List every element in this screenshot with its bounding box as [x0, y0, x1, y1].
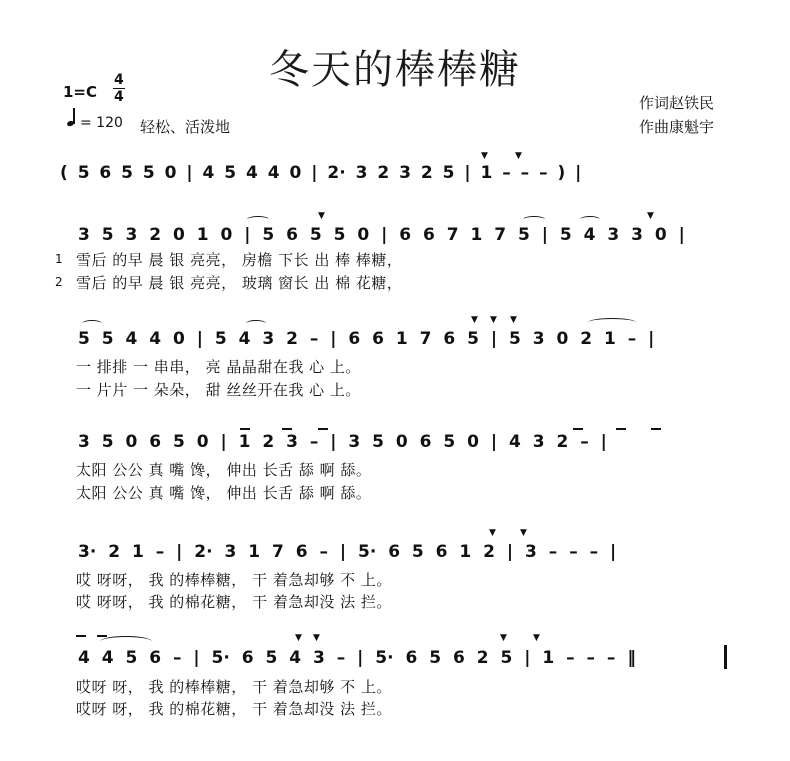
- staff-row-5-notes: 4 4 5 6 – | 5· 6 5 4 3 – | 5· 6 5 6 2 5 | 1 – – – ‖: [78, 648, 636, 668]
- octave-line: [76, 635, 86, 637]
- row-2-verse-2: 一 片片 一 朵朵， 甜 丝丝开在我 心 上。: [76, 381, 361, 399]
- row-5-verse-2: 哎呀 呀， 我 的棉花糖， 干 着急却没 法 拦。: [76, 700, 392, 718]
- tempo-marking: = 120: [80, 115, 123, 131]
- intro-notation: ( 5 6 5 5 0 | 4 5 4 4 0 | 2· 3 2 3 2 5 | 1 – – – ) |: [60, 163, 582, 183]
- octave-line: [573, 428, 583, 430]
- accent-mark: ▼: [318, 211, 325, 221]
- tie-mark: [588, 318, 636, 327]
- octave-line: [651, 428, 661, 430]
- accent-mark: ▼: [515, 151, 522, 161]
- tie-mark: [100, 636, 152, 647]
- verse-number-2: 2: [55, 275, 63, 289]
- row-4-verse-1: 哎 呀呀， 我 的棒棒糖， 干 着急却够 不 上。: [76, 571, 392, 589]
- staff-row-3-notes: 3 5 0 6 5 0 | 1 2 3 – | 3 5 0 6 5 0 | 4 3 2 – |: [78, 432, 607, 452]
- octave-line: [616, 428, 626, 430]
- accent-mark: ▼: [500, 633, 507, 643]
- row-1-verse-2: 雪后 的早 晨 银 亮亮， 玻璃 窗长 出 棉 花糖，: [76, 274, 403, 292]
- row-3-verse-1: 太阳 公公 真 嘴 馋， 伸出 长舌 舔 啊 舔。: [76, 461, 372, 479]
- accent-mark: ▼: [295, 633, 302, 643]
- time-signature-bottom: 4: [114, 89, 124, 105]
- tie-mark: [523, 216, 545, 223]
- accent-mark: ▼: [520, 528, 527, 538]
- tie-mark: [247, 216, 269, 223]
- quarter-note-stem: [73, 108, 75, 124]
- staff-row-4-notes: 3· 2 1 – | 2· 3 1 7 6 – | 5· 6 5 6 1 2 | 3 – – – |: [78, 542, 617, 562]
- row-1-verse-1: 雪后 的早 晨 银 亮亮， 房檐 下长 出 棒 棒糖，: [76, 251, 403, 269]
- staff-row-1-notes: 3 5 3 2 0 1 0 | 5 6 5 5 0 | 6 6 7 1 7 5 | 5 4 3 3 0 |: [78, 225, 685, 245]
- tie-mark: [580, 216, 600, 223]
- key-signature: 1=C: [63, 83, 98, 101]
- row-5-verse-1: 哎呀 呀， 我 的棒棒糖， 干 着急却够 不 上。: [76, 678, 392, 696]
- expression-marking: 轻松、活泼地: [140, 118, 231, 136]
- row-2-verse-1: 一 排排 一 串串， 亮 晶晶甜在我 心 上。: [76, 358, 361, 376]
- octave-line: [282, 428, 292, 430]
- accent-mark: ▼: [647, 211, 654, 221]
- accent-mark: ▼: [533, 633, 540, 643]
- octave-line: [318, 428, 328, 430]
- staff-row-2-notes: 5 5 4 4 0 | 5 4 3 2 – | 6 6 1 7 6 5 | 5 3 0 2 1 – |: [78, 329, 655, 349]
- time-signature-top: 4: [114, 72, 124, 88]
- verse-number-1: 1: [55, 252, 63, 266]
- composer-credit: 作曲康魁宇: [639, 118, 715, 136]
- accent-mark: ▼: [489, 528, 496, 538]
- tie-mark: [82, 320, 102, 327]
- row-4-verse-2: 哎 呀呀， 我 的棉花糖， 干 着急却没 法 拦。: [76, 593, 392, 611]
- song-title: 冬天的棒棒糖: [269, 47, 521, 93]
- accent-mark: ▼: [510, 315, 517, 325]
- accent-mark: ▼: [313, 633, 320, 643]
- final-barline: [724, 645, 727, 669]
- accent-mark: ▼: [481, 151, 488, 161]
- accent-mark: ▼: [490, 315, 497, 325]
- row-3-verse-2: 太阳 公公 真 嘴 馋， 伸出 长舌 舔 啊 舔。: [76, 484, 372, 502]
- octave-line: [97, 635, 107, 637]
- octave-line: [240, 428, 250, 430]
- accent-mark: ▼: [471, 315, 478, 325]
- lyricist-credit: 作词赵铁民: [639, 94, 715, 112]
- tie-mark: [246, 320, 266, 327]
